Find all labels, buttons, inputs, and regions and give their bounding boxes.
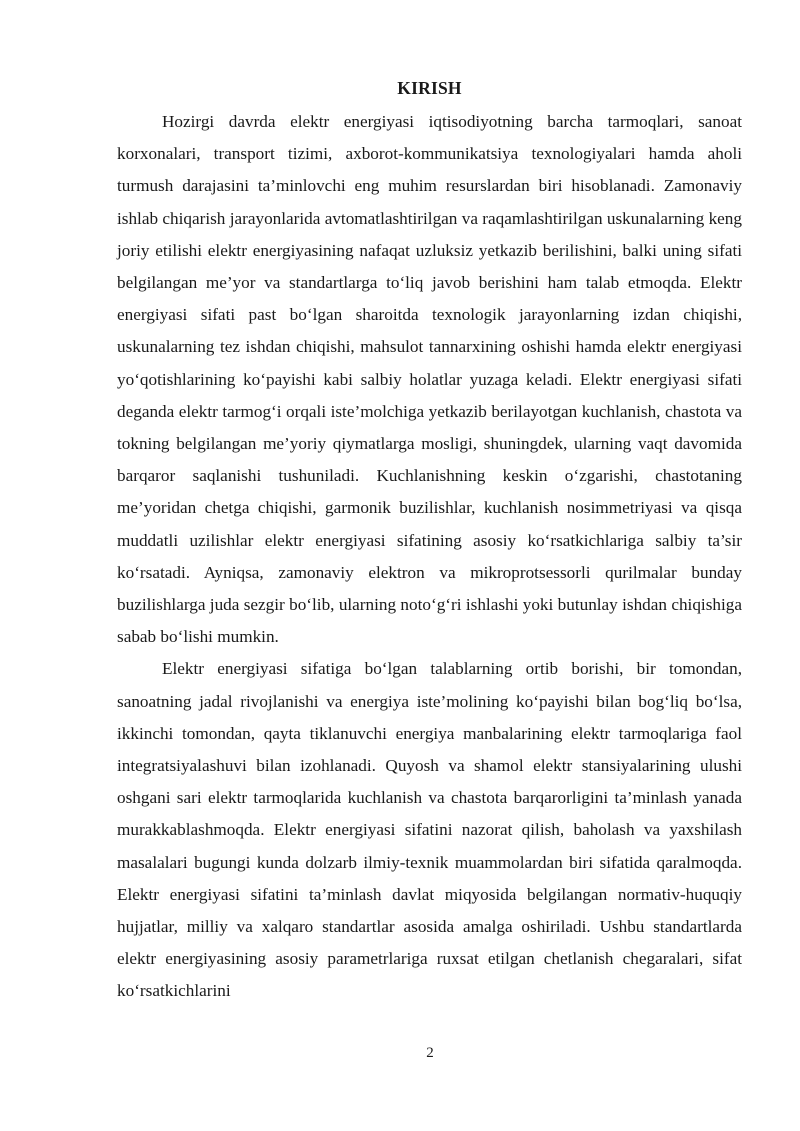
- page-number: 2: [426, 1045, 434, 1061]
- page-title: KIRISH: [397, 78, 462, 98]
- body-text: [117, 106, 742, 1008]
- paragraph-2: Elektr energiyasi sifatiga bo‘lgan talablarning ortib borishi, bir tomondan, sanoatning jadal rivojlanishi va energiya iste’molining ko‘payishi bilan bog‘liq bo‘lsa, ikkinchi tomondan, qayta tiklanuvchi energiya manbalarining elektr tarmoqlariga faol integratsiyalashuvi bilan izohlanadi. Quyosh va shamol elektr stansiyalarining ulushi oshgani sari elektr tarmoqlarida kuchlanish va chastota barqarorligini ta’minlash yanada murakkablashmoqda. Elektr energiyasi sifatini nazorat qilish, baholash va yaxshilash masalalari bugungi kunda dolzarb ilmiy-texnik muammolardan biri sifatida qaralmoqda. Elektr energiyasi sifatini ta’minlash davlat miqyosida belgilangan normativ-huquqiy hujjatlar, milliy va xalqaro standartlar asosida amalga oshiriladi. Ushbu standartlarda elektr energiyasining asosiy parametrlariga ruxsat etilgan chetlanish chegaralari, sifat ko‘rsatkichlarini: [117, 659, 742, 1001]
- paragraph-1: Hozirgi davrda elektr energiyasi iqtisodiyotning barcha tarmoqlari, sanoat korxonalari, transport tizimi, axborot-kommunikatsiya texnologiyalari hamda aholi turmush darajasini ta’minlovchi eng muhim resurslardan biri hisoblanadi. Zamonaviy ishlab chiqarish jarayonlarida avtomatlashtirilgan va raqamlashtirilgan uskunalarning keng joriy etilishi elektr energiyasining nafaqat uzluksiz yetkazib berilishini, balki uning sifati belgilangan me’yor va standartlarga to‘liq javob berishini ham talab etmoqda. Elektr energiyasi sifati past bo‘lgan sharoitda texnologik jarayonlarning izdan chiqishi, uskunalarning tez ishdan chiqishi, mahsulot tannarxining oshishi hamda elektr energiyasi yo‘qotishlarining ko‘payishi kabi salbiy holatlar yuzaga keladi. Elektr energiyasi sifati deganda elektr tarmog‘i orqali iste’molchiga yetkazib berilayotgan kuchlanish, chastota va tokning belgilangan me’yoriy qiymatlarga mosligi, shuningdek, ularning vaqt davomida barqaror saqlanishi tushuniladi. Kuchlanishning keskin o‘zgarishi, chastotaning me’yoridan chetga chiqishi, garmonik buzilishlar, kuchlanish nosimmetriyasi va qisqa muddatli uzilishlar elektr energiyasi sifatining asosiy ko‘rsatkichlariga salbiy ta’sir ko‘rsatadi. Ayniqsa, zamonaviy elektron va mikroprotsessorli qurilmalar bunday buzilishlarga juda sezgir bo‘lib, ularning noto‘g‘ri ishlashi yoki butunlay ishdan chiqishiga sabab bo‘lishi mumkin.: [117, 112, 742, 647]
